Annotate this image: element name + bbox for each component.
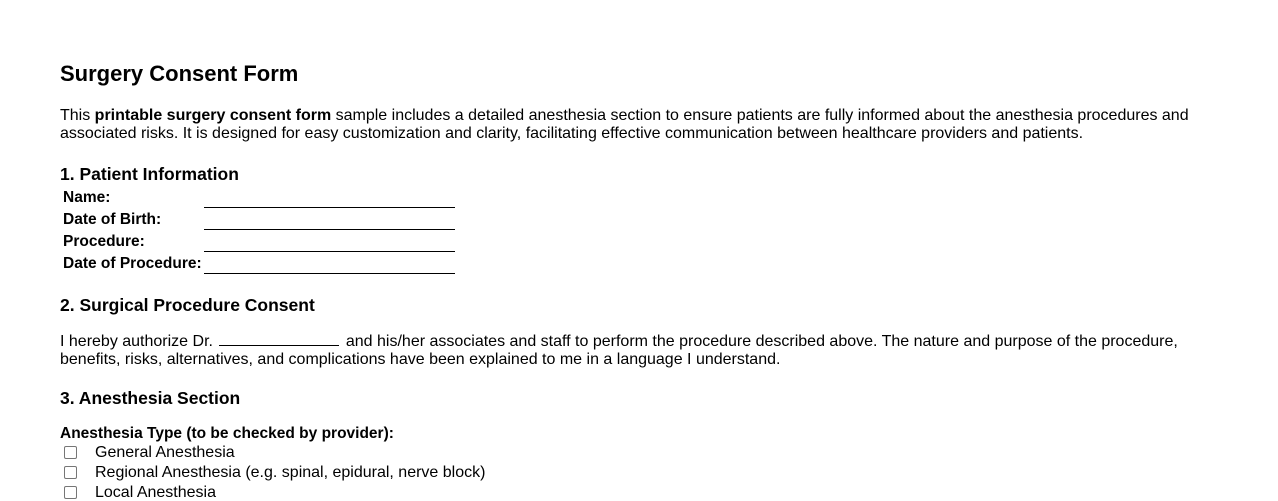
anesthesia-type-label: Anesthesia Type (to be checked by provider): [60,425,394,442]
regional-anesthesia-checkbox[interactable] [64,466,77,479]
field-label-date-of-birth: Date of Birth: [63,211,162,228]
section-title-surgical-procedure-consent: 2. Surgical Procedure Consent [60,295,315,315]
local-anesthesia-checkbox[interactable] [64,486,77,499]
date-of-procedure-field[interactable] [204,251,455,273]
patient-field-row [61,229,455,251]
patient-field-row [61,185,455,207]
anesthesia-option-local [64,484,485,501]
intro-text-post: sample includes a detailed anesthesia section to ensure patients are fully informed about the anesthesia procedures and associated risks. It is designed for easy customization and clarity, facilitating effective communication between healthcare providers and patients. [60,107,1189,142]
intro-text-pre: This [60,107,95,124]
field-label-procedure: Procedure: [63,233,145,250]
intro-text-bold: printable surgery consent form [94,107,332,124]
patient-information-table [61,185,455,274]
name-field[interactable] [204,185,455,207]
intro-paragraph [60,107,1210,143]
option-label: Regional Anesthesia (e.g. spinal, epidural, nerve block) [95,464,486,481]
consent-text-post: and his/her associates and staff to perform the procedure described above. The nature and purpose of the procedure, benefits, risks, alternatives, and complications have been explained to me in a language I understand. [60,333,1178,368]
patient-field-row [61,207,455,229]
date-of-birth-field[interactable] [204,207,455,229]
general-anesthesia-checkbox[interactable] [64,446,77,459]
field-label-date-of-procedure: Date of Procedure: [63,255,202,272]
option-label: General Anesthesia [95,444,235,461]
field-label-name: Name: [63,189,111,206]
consent-text-pre: I hereby authorize Dr. [60,333,213,350]
anesthesia-option-general [64,444,485,464]
doctor-name-blank[interactable] [219,331,339,346]
procedure-field[interactable] [204,229,455,251]
section-title-patient-information: 1. Patient Information [60,164,239,184]
option-label: Local Anesthesia [95,484,216,501]
page-title: Surgery Consent Form [60,61,299,86]
anesthesia-option-regional [64,464,485,484]
anesthesia-options-list [64,444,485,501]
consent-paragraph [60,331,1210,369]
patient-field-row [61,251,455,273]
section-title-anesthesia: 3. Anesthesia Section [60,388,241,408]
